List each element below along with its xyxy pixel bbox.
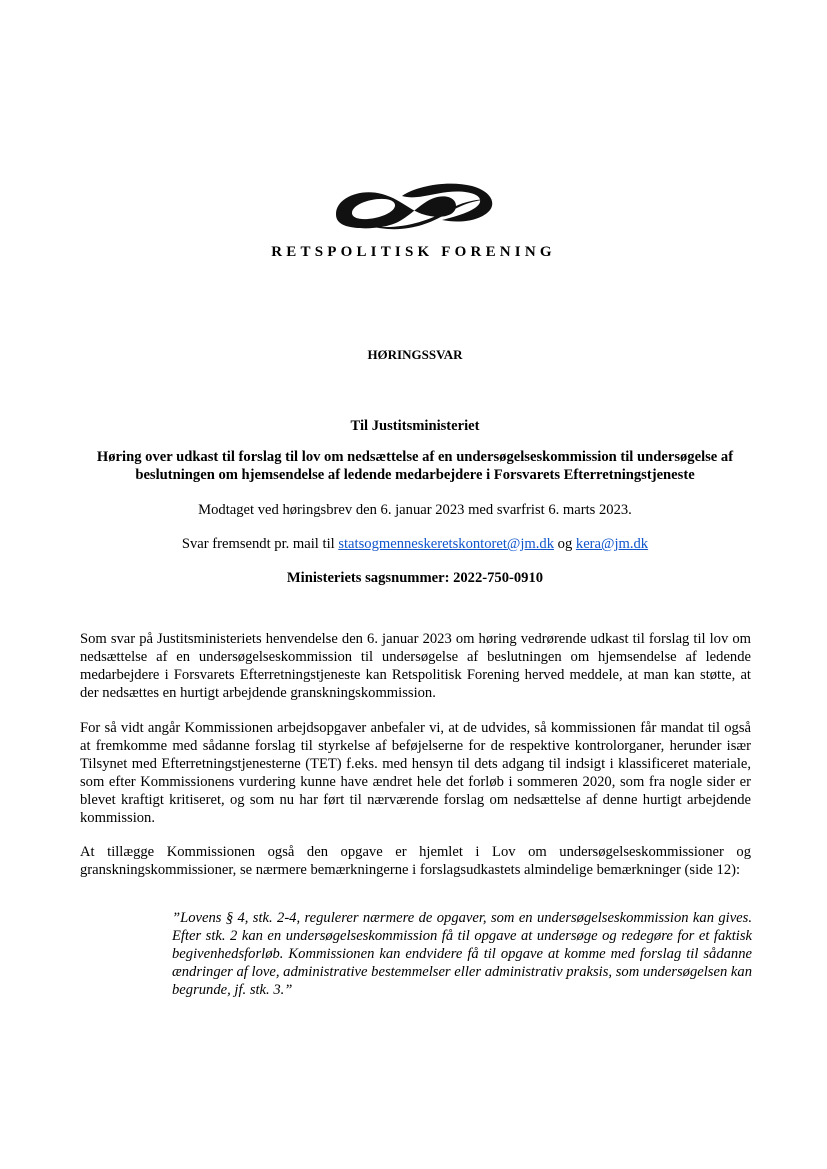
sent-prefix: Svar fremsendt pr. mail til [181,536,339,552]
sent-conjunction: og [554,536,576,552]
email-link-statsogmenneskeret[interactable]: statsogmenneskeretskontoret@jm.dk [338,536,555,552]
organization-name: RETSPOLITISK FORENING [271,244,556,260]
body-paragraph-1: Som svar på Justitsministeriets henvendelse den 6. januar 2023 om høring vedrørende udkast til forslag til lov om nedsættelse af en undersøgelseskommission til undersøgelse af beslutningen om hjemsendelse af ledende medarbejdere i Forsvarets Efterretningstjeneste kan Retspolitisk Forening herved meddele, at man kan støtte, at der nedsættes en hurtigt arbejdende granskningskommission. [80,631,751,701]
body-paragraph-3: At tillægge Kommissionen også den opgave er hjemlet i Lov om undersøgelseskommissioner og granskningskommissioner, se nærmere bemærkningerne i forslagsudkastets almindelige bemærkninger (side 12): [80,844,751,878]
body-paragraph-2: For så vidt angår Kommissionen arbejdsopgaver anbefaler vi, at de udvides, så kommissionen får mandat til også at fremkomme med sådanne forslag til styrkelse af beføjelserne for de respektive kontrolorganer, herunder især Tilsynet med Efterretningstjenesterne (TET) f.eks. med hensyn til dets adgang til indsigt i klassificeret materiale, som efter Kommissionens vurdering kunne have ændret hele det forløb i sommeren 2020, som fra nogle sider er blevet kraftigt kritiseret, og som nu har ført til nærværende forslag om nedsættelse af denne hurtigt arbejdende kommission. [80,720,751,826]
received-line: Modtaget ved høringsbrev den 6. januar 2023 med svarfrist 6. marts 2023. [198,502,632,518]
email-link-kera[interactable]: kera@jm.dk [575,536,649,552]
subject-heading: Høring over udkast til forslag til lov om nedsættelse af en undersøgelseskommission til undersøgelse af beslutningen om hjemsendelse af ledende medarbejdere i Forsvarets Efterretningstjeneste [96,449,734,483]
sent-line [80,535,750,553]
infinity-swash-logo [330,176,500,236]
case-number-line: Ministeriets sagsnummer: 2022-750-0910 [286,570,544,586]
document-type-heading: HØRINGSSVAR [367,347,463,362]
recipient-line: Til Justitsministeriet [350,418,480,434]
block-quote: ”Lovens § 4, stk. 2-4, regulerer nærmere de opgaver, som en undersøgelseskommission kan gives. Efter stk. 2 kan en undersøgelseskommission få til opgave at undersøge og redegøre for et faktisk begivenhedsforløb. Kommissionen kan endvidere få til opgave at komme med forslag til sådanne ændringer af love, administrative bestemmelser eller administrativ praksis, som undersøgelsen kan begrunde, jf. stk. 3.” [172,910,752,998]
